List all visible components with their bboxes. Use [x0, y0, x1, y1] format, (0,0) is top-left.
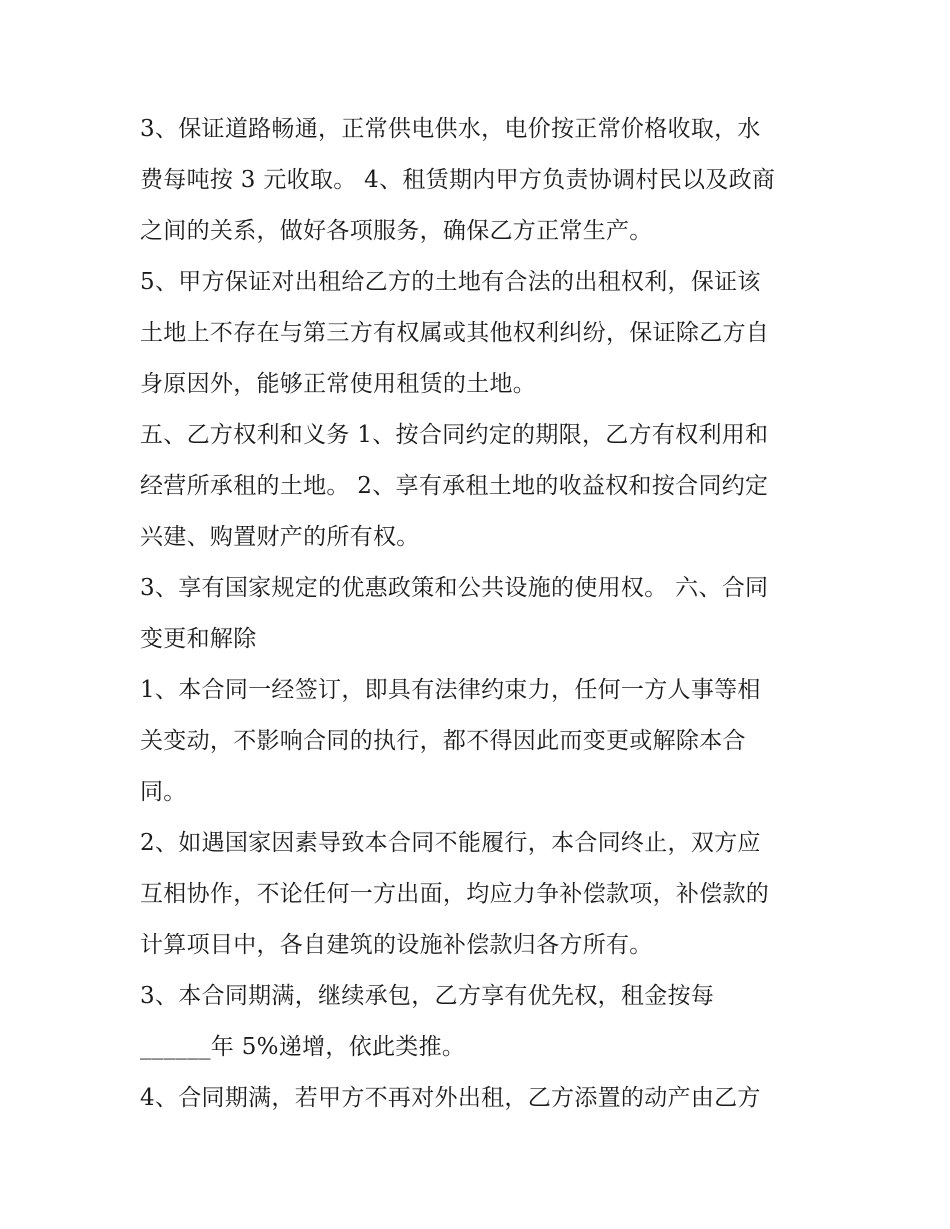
text-line: 4、合同期满，若甲方不再对外出租，乙方添置的动产由乙方	[140, 1085, 761, 1111]
text-line: 同。	[140, 779, 187, 805]
clause-paragraph	[140, 1073, 820, 1124]
text-line: 之间的关系，做好各项服务，确保乙方正常生产。	[140, 218, 653, 244]
text-line: 3、享有国家规定的优惠政策和公共设施的使用权。 六、合同	[140, 575, 769, 601]
text-line: 5、甲方保证对出租给乙方的土地有合法的出租权利，保证该	[140, 269, 761, 295]
document-body	[140, 104, 820, 1124]
text-line: 五、乙方权利和义务 1、按合同约定的期限，乙方有权利用和	[140, 422, 769, 448]
text-line: 经营所承租的土地。 2、享有承租土地的收益权和按合同约定	[140, 473, 769, 499]
clause-paragraph	[140, 563, 820, 665]
clause-paragraph	[140, 665, 820, 818]
text-line: 身原因外，能够正常使用租赁的土地。	[140, 371, 537, 397]
clause-paragraph	[140, 818, 820, 971]
clause-paragraph	[140, 257, 820, 410]
text-line: 3、保证道路畅通，正常供电供水，电价按正常价格收取，水	[140, 116, 761, 142]
text-line: 关变动，不影响合同的执行，都不得因此而变更或解除本合	[140, 728, 746, 754]
clause-paragraph	[140, 410, 820, 563]
clause-paragraph	[140, 971, 820, 1073]
text-line: 计算项目中，各自建筑的设施补偿款归各方所有。	[140, 932, 653, 958]
clause-paragraph	[140, 104, 820, 257]
text-line: 2、如遇国家因素导致本合同不能履行，本合同终止，双方应	[140, 830, 761, 856]
text-line: 变更和解除	[140, 626, 257, 652]
text-line: 互相协作，不论任何一方出面，均应力争补偿款项，补偿款的	[140, 881, 770, 907]
text-line: 兴建、购置财产的所有权。	[140, 524, 420, 550]
text-line: 费每吨按 3 元收取。 4、租赁期内甲方负责协调村民以及政商	[140, 167, 776, 193]
text-line: 1、本合同一经签订，即具有法律约束力，任何一方人事等相	[140, 677, 761, 703]
text-line: 土地上不存在与第三方有权属或其他权利纠纷，保证除乙方自	[140, 320, 770, 346]
text-line: ______年 5%递增，依此类推。	[140, 1034, 466, 1060]
text-line: 3、本合同期满，继续承包，乙方享有优先权，租金按每	[140, 983, 715, 1009]
